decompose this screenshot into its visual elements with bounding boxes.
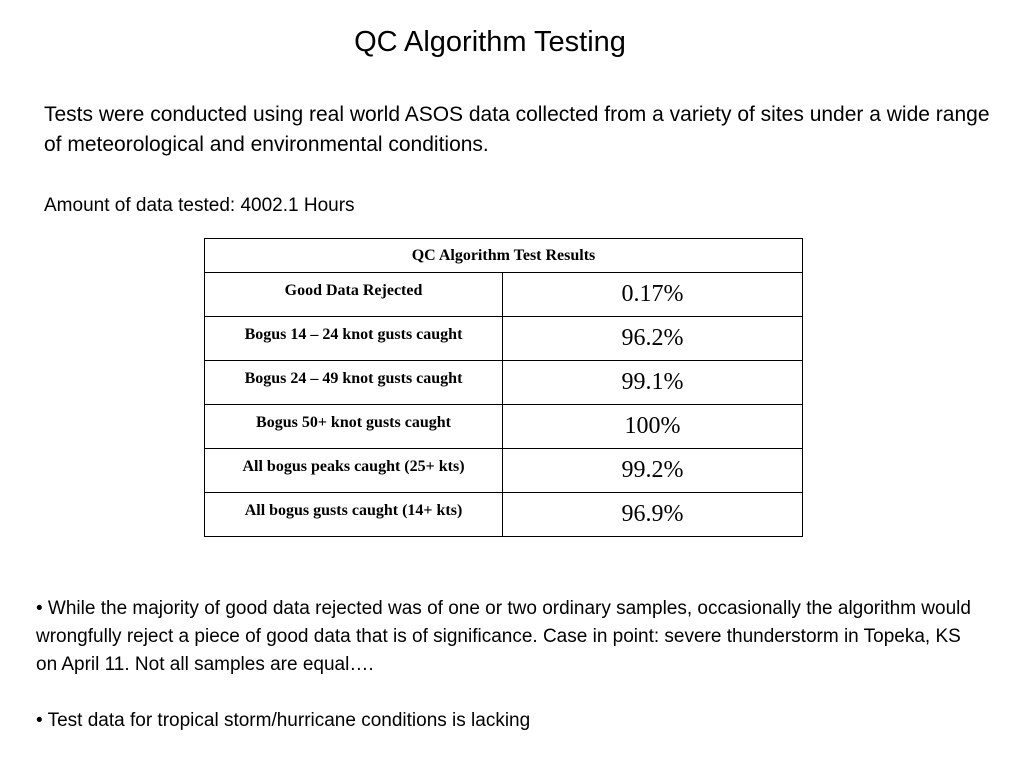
amount-of-data-text: Amount of data tested: 4002.1 Hours bbox=[44, 195, 355, 216]
table-caption: QC Algorithm Test Results bbox=[205, 239, 803, 273]
table-row bbox=[205, 405, 803, 449]
table-row bbox=[205, 317, 803, 361]
row-label: Bogus 50+ knot gusts caught bbox=[205, 405, 503, 449]
row-value: 99.2% bbox=[503, 449, 803, 493]
table-row bbox=[205, 361, 803, 405]
row-label: Good Data Rejected bbox=[205, 273, 503, 317]
slide-title: QC Algorithm Testing bbox=[354, 26, 626, 58]
bullet-item: • While the majority of good data rejected was of one or two ordinary samples, occasionally the algorithm would wrongfully reject a piece of good data that is of significance. Case in point: severe thunderstorm in Topeka, KS on April 11. Not all samples are equal…. bbox=[36, 598, 971, 675]
table-row bbox=[205, 493, 803, 537]
table-row bbox=[205, 449, 803, 493]
row-value: 0.17% bbox=[503, 273, 803, 317]
table-caption-row bbox=[205, 239, 803, 273]
intro-paragraph: Tests were conducted using real world ASOS data collected from a variety of sites under a wide range of meteorological and environmental conditions. bbox=[44, 103, 990, 156]
bullet-list bbox=[36, 595, 976, 735]
bullet-spacer bbox=[36, 679, 976, 707]
row-value: 100% bbox=[503, 405, 803, 449]
row-value: 99.1% bbox=[503, 361, 803, 405]
row-label: Bogus 24 – 49 knot gusts caught bbox=[205, 361, 503, 405]
table-row bbox=[205, 273, 803, 317]
row-label: All bogus peaks caught (25+ kts) bbox=[205, 449, 503, 493]
qc-results-table bbox=[204, 238, 803, 537]
row-value: 96.2% bbox=[503, 317, 803, 361]
bullet-item: • Test data for tropical storm/hurricane conditions is lacking bbox=[36, 710, 531, 731]
row-value: 96.9% bbox=[503, 493, 803, 537]
row-label: All bogus gusts caught (14+ kts) bbox=[205, 493, 503, 537]
row-label: Bogus 14 – 24 knot gusts caught bbox=[205, 317, 503, 361]
